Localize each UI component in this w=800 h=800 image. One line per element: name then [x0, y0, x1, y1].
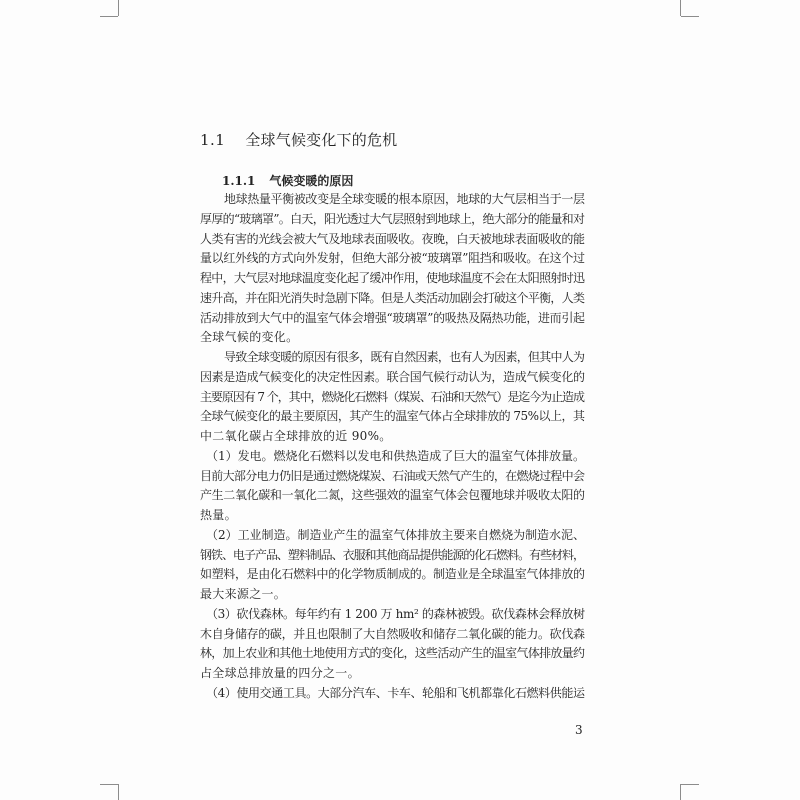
paragraph-line: （1）发电。燃烧化石燃料以发电和供热造成了巨大的温室气体排放量。: [206, 448, 585, 463]
section-heading: [200, 130, 397, 150]
paragraph-line: （4）使用交通工具。大部分汽车、卡车、轮船和飞机都靠化石燃料供能运: [206, 685, 585, 700]
crop-mark: [100, 784, 118, 785]
section-number: 1.1: [200, 131, 226, 149]
body-text: [200, 190, 585, 704]
list-paragraph: [200, 605, 585, 684]
crop-mark: [680, 784, 681, 800]
paragraph-line: 最大来源之一。: [200, 587, 287, 601]
paragraph-line: 钢铁、电子产品、塑料制品、衣服和其他商品提供能源的化石燃料。有些材料，: [200, 547, 584, 562]
list-paragraph: [200, 684, 585, 704]
paragraph-line: （2）工业制造。制造业产生的温室气体排放主要来自燃烧为制造水泥、: [206, 527, 585, 542]
crop-mark: [100, 16, 118, 17]
paragraph-line: 占全球总排放量的四分之一。: [200, 666, 360, 680]
paragraph-line: （3）砍伐森林。每年约有 1 200 万 hm² 的森林被毁。砍伐森林会释放树: [206, 606, 585, 621]
paragraph-line: 厚厚的“玻璃罩”。白天，阳光透过大气层照射到地球上，绝大部分的能量和对: [200, 211, 585, 226]
paragraph-line: 量以红外线的方式向外发射，但绝大部分被“玻璃罩”阻挡和吸收。在这个过: [200, 251, 585, 266]
paragraph-line: 地球热量平衡被改变是全球变暖的根本原因，地球的大气层相当于一层: [224, 192, 585, 206]
list-paragraph: [200, 447, 585, 526]
subsection-title: 气候变暖的原因: [269, 174, 354, 188]
paragraph-line: 中二氧化碳占全球排放的近 90%。: [200, 429, 392, 443]
paragraph-line: 人类有害的光线会被大气及地球表面吸收。夜晚，白天被地球表面吸收的能: [200, 231, 585, 246]
crop-mark: [681, 784, 699, 785]
paragraph-line: 全球气候变化的最主要原因，其产生的温室气体占全球排放的 75%以上，其: [200, 409, 585, 424]
paragraph-line: 全球气候的变化。: [200, 330, 299, 345]
paragraph-line: 目前大部分电力仍旧是通过燃烧煤炭、石油或天然气产生的，在燃烧过程中会: [200, 468, 585, 483]
subsection-number: 1.1.1: [222, 174, 256, 188]
paragraph: [200, 190, 585, 348]
paragraph-line: 活动排放到大气中的温室气体会增强“玻璃罩”的吸热及隔热功能，进而引起: [200, 310, 585, 325]
page-number: 3: [575, 723, 583, 737]
paragraph-line: 如塑料，是由化石燃料中的化学物质制成的。制造业是全球温室气体排放的: [200, 567, 585, 582]
paragraph-line: 木自身储存的碳，并且也限制了大自然吸收和储存二氧化碳的能力。砍伐森: [200, 626, 585, 641]
paragraph-line: 程中，大气层对地球温度变化起了缓冲作用，使地球温度不会在太阳照射时迅: [200, 271, 585, 285]
paragraph-line: 主要原因有 7 个，其中，燃烧化石燃料（煤炭、石油和天然气）是迄今为止造成: [200, 389, 584, 404]
crop-mark: [681, 16, 699, 17]
paragraph: [200, 348, 585, 447]
paragraph-line: 因素是造成气候变化的决定性因素。联合国气候行动认为，造成气候变化的: [200, 369, 585, 384]
paragraph-line: 产生二氧化碳和一氧化二氮，这些强效的温室气体会包覆地球并吸收太阳的: [200, 488, 585, 503]
crop-mark: [118, 784, 119, 800]
paragraph-line: 热量。: [200, 508, 237, 522]
paragraph-line: 林，加上农业和其他土地使用方式的变化，这些活动产生的温室气体排放量约: [200, 646, 585, 661]
crop-mark: [118, 0, 119, 16]
subsection-heading: [222, 172, 353, 190]
paragraph-line: 导致全球变暖的原因有很多，既有自然因素，也有人为因素，但其中人为: [224, 350, 585, 364]
section-title: 全球气候变化下的危机: [245, 131, 398, 149]
crop-mark: [680, 0, 681, 16]
list-paragraph: [200, 526, 585, 605]
paragraph-line: 速升高，并在阳光消失时急剧下降。但是人类活动加剧会打破这个平衡，人类: [200, 290, 585, 305]
